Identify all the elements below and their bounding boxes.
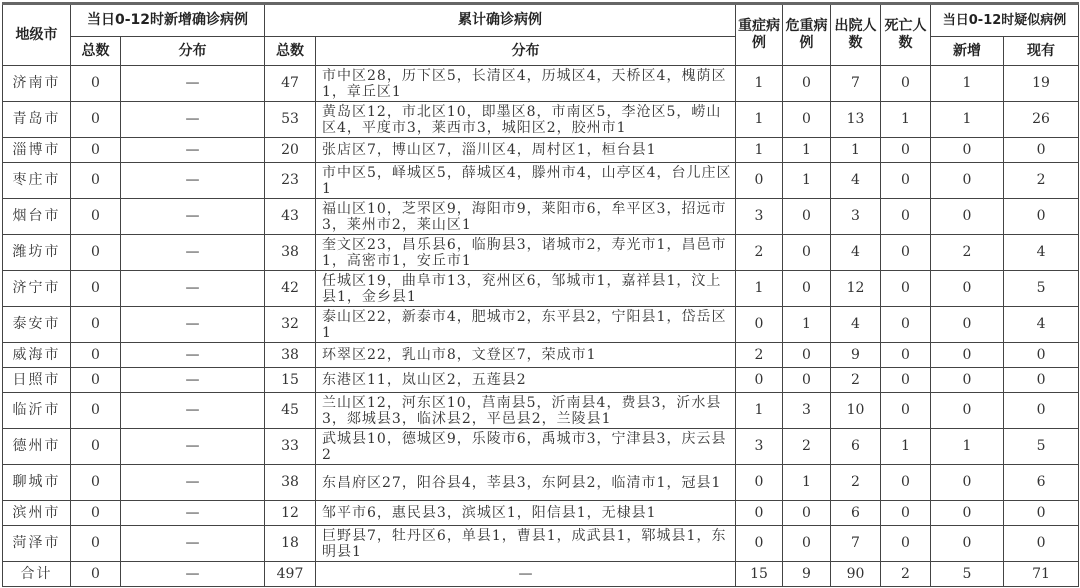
table-row	[3, 465, 1079, 501]
city-cell: 菏泽市	[3, 526, 71, 562]
dist-cell: 东昌府区27，阳谷县4，莘县3，东阿县2，临清市1，冠县1	[316, 465, 736, 501]
new-total-cell: 0	[71, 393, 121, 429]
critical-cell: 0	[783, 235, 831, 271]
critical-cell: 9	[783, 562, 831, 587]
discharged-cell: 10	[831, 393, 881, 429]
discharged-cell: 12	[831, 271, 881, 307]
critical-cell: 0	[783, 343, 831, 368]
new-total-cell: 0	[71, 66, 121, 102]
severe-cell: 0	[736, 465, 783, 501]
header-new-dist: 分布	[121, 37, 265, 66]
critical-cell: 1	[783, 307, 831, 343]
dist-cell: 邹平市6，惠民县3，滨城区1，阳信县1，无棣县1	[316, 501, 736, 526]
severe-cell: 3	[736, 199, 783, 235]
city-cell: 淄博市	[3, 138, 71, 163]
discharged-cell: 7	[831, 66, 881, 102]
new-dist-cell: —	[121, 163, 265, 199]
deaths-cell: 0	[881, 465, 931, 501]
table-row	[3, 102, 1079, 138]
header-city: 地级市	[3, 4, 71, 66]
dist-cell: 张店区7，博山区7，淄川区4，周村区1，桓台县1	[316, 138, 736, 163]
new-dist-cell: —	[121, 199, 265, 235]
city-cell: 合计	[3, 562, 71, 587]
city-cell: 泰安市	[3, 307, 71, 343]
suspect-new-cell: 0	[931, 368, 1004, 393]
new-total-cell: 0	[71, 102, 121, 138]
deaths-cell: 0	[881, 235, 931, 271]
critical-cell: 1	[783, 465, 831, 501]
suspect-current-cell: 4	[1004, 235, 1079, 271]
new-dist-cell: —	[121, 526, 265, 562]
critical-cell: 0	[783, 526, 831, 562]
severe-cell: 0	[736, 163, 783, 199]
critical-cell: 0	[783, 368, 831, 393]
city-cell: 潍坊市	[3, 235, 71, 271]
deaths-cell: 0	[881, 307, 931, 343]
new-dist-cell: —	[121, 102, 265, 138]
new-dist-cell: —	[121, 501, 265, 526]
city-cell: 济宁市	[3, 271, 71, 307]
dist-cell: 市中区28，历下区5，长清区4，历城区4，天桥区4，槐荫区1，章丘区1	[316, 66, 736, 102]
dist-cell: 巨野县7，牡丹区6，单县1，曹县1，成武县1，郓城县1，东明县1	[316, 526, 736, 562]
suspect-new-cell: 1	[931, 66, 1004, 102]
suspect-current-cell: 0	[1004, 368, 1079, 393]
new-total-cell: 0	[71, 199, 121, 235]
dist-cell: 黄岛区12，市北区10，即墨区8，市南区5，李沧区5，崂山区4，平度市3，莱西市3，城阳区2，胶州市1	[316, 102, 736, 138]
suspect-new-cell: 5	[931, 562, 1004, 587]
table-row	[3, 526, 1079, 562]
cum-total-cell: 38	[265, 235, 316, 271]
critical-cell: 0	[783, 501, 831, 526]
suspect-new-cell: 0	[931, 199, 1004, 235]
deaths-cell: 0	[881, 343, 931, 368]
new-dist-cell: —	[121, 307, 265, 343]
dist-cell: 市中区5，峄城区5，薛城区4，滕州市4，山亭区4，台儿庄区1	[316, 163, 736, 199]
discharged-cell: 3	[831, 199, 881, 235]
severe-cell: 1	[736, 393, 783, 429]
critical-cell: 2	[783, 429, 831, 465]
critical-cell: 0	[783, 102, 831, 138]
new-dist-cell: —	[121, 66, 265, 102]
cum-total-cell: 45	[265, 393, 316, 429]
dist-cell: 武城县10，德城区9，乐陵市6，禹城市3，宁津县3，庆云县2	[316, 429, 736, 465]
critical-cell: 1	[783, 138, 831, 163]
new-dist-cell: —	[121, 393, 265, 429]
suspect-new-cell: 0	[931, 343, 1004, 368]
deaths-cell: 0	[881, 393, 931, 429]
cum-total-cell: 497	[265, 562, 316, 587]
table-row	[3, 66, 1079, 102]
cum-total-cell: 53	[265, 102, 316, 138]
suspect-new-cell: 0	[931, 307, 1004, 343]
new-dist-cell: —	[121, 138, 265, 163]
suspect-current-cell: 19	[1004, 66, 1079, 102]
discharged-cell: 6	[831, 429, 881, 465]
header-suspect-group: 当日0-12时疑似病例	[931, 4, 1079, 37]
new-total-cell: 0	[71, 307, 121, 343]
suspect-current-cell: 0	[1004, 138, 1079, 163]
city-cell: 日照市	[3, 368, 71, 393]
table-row	[3, 271, 1079, 307]
table-row	[3, 307, 1079, 343]
new-total-cell: 0	[71, 562, 121, 587]
city-cell: 威海市	[3, 343, 71, 368]
cum-total-cell: 47	[265, 66, 316, 102]
new-dist-cell: —	[121, 235, 265, 271]
table-row	[3, 343, 1079, 368]
city-cell: 青岛市	[3, 102, 71, 138]
deaths-cell: 0	[881, 199, 931, 235]
critical-cell: 3	[783, 393, 831, 429]
severe-cell: 0	[736, 501, 783, 526]
suspect-new-cell: 0	[931, 501, 1004, 526]
cum-total-cell: 33	[265, 429, 316, 465]
table-row	[3, 562, 1079, 587]
table-row	[3, 138, 1079, 163]
cum-total-cell: 23	[265, 163, 316, 199]
dist-cell: 兰山区12，河东区10，莒南县5，沂南县4，费县3，沂水县3，郯城县3，临沭县2，平邑县2，兰陵县1	[316, 393, 736, 429]
suspect-current-cell: 71	[1004, 562, 1079, 587]
suspect-current-cell: 0	[1004, 501, 1079, 526]
suspect-new-cell: 0	[931, 526, 1004, 562]
header-deaths: 死亡人数	[881, 4, 931, 66]
cum-total-cell: 38	[265, 343, 316, 368]
table-row	[3, 163, 1079, 199]
suspect-current-cell: 0	[1004, 393, 1079, 429]
header-cum-group: 累计确诊病例	[265, 4, 736, 37]
deaths-cell: 1	[881, 429, 931, 465]
suspect-new-cell: 0	[931, 163, 1004, 199]
cum-total-cell: 12	[265, 501, 316, 526]
cum-total-cell: 15	[265, 368, 316, 393]
critical-cell: 1	[783, 163, 831, 199]
new-total-cell: 0	[71, 501, 121, 526]
table-row	[3, 501, 1079, 526]
cum-total-cell: 18	[265, 526, 316, 562]
discharged-cell: 4	[831, 307, 881, 343]
suspect-current-cell: 2	[1004, 163, 1079, 199]
header-new-group: 当日0-12时新增确诊病例	[71, 4, 265, 37]
discharged-cell: 6	[831, 501, 881, 526]
new-total-cell: 0	[71, 429, 121, 465]
city-cell: 枣庄市	[3, 163, 71, 199]
discharged-cell: 2	[831, 465, 881, 501]
new-dist-cell: —	[121, 465, 265, 501]
discharged-cell: 2	[831, 368, 881, 393]
discharged-cell: 4	[831, 163, 881, 199]
city-cell: 烟台市	[3, 199, 71, 235]
critical-cell: 0	[783, 271, 831, 307]
discharged-cell: 9	[831, 343, 881, 368]
discharged-cell: 90	[831, 562, 881, 587]
city-cell: 济南市	[3, 66, 71, 102]
table-row	[3, 393, 1079, 429]
header-cum-total: 总数	[265, 37, 316, 66]
suspect-new-cell: 1	[931, 429, 1004, 465]
new-total-cell: 0	[71, 343, 121, 368]
suspect-current-cell: 26	[1004, 102, 1079, 138]
city-cell: 临沂市	[3, 393, 71, 429]
deaths-cell: 1	[881, 102, 931, 138]
suspect-current-cell: 0	[1004, 526, 1079, 562]
deaths-cell: 0	[881, 526, 931, 562]
header-discharged: 出院人数	[831, 4, 881, 66]
dist-cell: 任城区19，曲阜市13，兖州区6，邹城市1，嘉祥县1，汶上县1，金乡县1	[316, 271, 736, 307]
severe-cell: 2	[736, 343, 783, 368]
new-total-cell: 0	[71, 465, 121, 501]
suspect-current-cell: 4	[1004, 307, 1079, 343]
table-row	[3, 199, 1079, 235]
critical-cell: 0	[783, 199, 831, 235]
suspect-new-cell: 0	[931, 271, 1004, 307]
suspect-current-cell: 0	[1004, 199, 1079, 235]
discharged-cell: 4	[831, 235, 881, 271]
discharged-cell: 1	[831, 138, 881, 163]
new-total-cell: 0	[71, 271, 121, 307]
header-suspect-current: 现有	[1004, 37, 1079, 66]
header-cum-dist: 分布	[316, 37, 736, 66]
new-total-cell: 0	[71, 368, 121, 393]
cum-total-cell: 43	[265, 199, 316, 235]
severe-cell: 1	[736, 138, 783, 163]
header-suspect-new: 新增	[931, 37, 1004, 66]
severe-cell: 0	[736, 368, 783, 393]
table-row	[3, 429, 1079, 465]
severe-cell: 0	[736, 526, 783, 562]
severe-cell: 15	[736, 562, 783, 587]
discharged-cell: 13	[831, 102, 881, 138]
city-cell: 聊城市	[3, 465, 71, 501]
new-dist-cell: —	[121, 562, 265, 587]
cum-total-cell: 20	[265, 138, 316, 163]
new-total-cell: 0	[71, 163, 121, 199]
deaths-cell: 0	[881, 501, 931, 526]
new-total-cell: 0	[71, 526, 121, 562]
deaths-cell: 2	[881, 562, 931, 587]
dist-cell: 环翠区22，乳山市8，文登区7，荣成市1	[316, 343, 736, 368]
new-total-cell: 0	[71, 235, 121, 271]
city-cell: 德州市	[3, 429, 71, 465]
cum-total-cell: 38	[265, 465, 316, 501]
deaths-cell: 0	[881, 66, 931, 102]
severe-cell: 1	[736, 102, 783, 138]
dist-cell: 福山区10，芝罘区9，海阳市9，莱阳市6，牟平区3，招远市3，莱州市2，莱山区1	[316, 199, 736, 235]
table-row	[3, 235, 1079, 271]
cum-total-cell: 32	[265, 307, 316, 343]
dist-cell: 奎文区23，昌乐县6，临朐县3，诸城市2，寿光市1，昌邑市1，高密市1，安丘市1	[316, 235, 736, 271]
severe-cell: 3	[736, 429, 783, 465]
header-critical: 危重病例	[783, 4, 831, 66]
city-cell: 滨州市	[3, 501, 71, 526]
suspect-new-cell: 0	[931, 138, 1004, 163]
critical-cell: 0	[783, 66, 831, 102]
suspect-current-cell: 5	[1004, 429, 1079, 465]
dist-cell: 东港区11，岚山区2，五莲县2	[316, 368, 736, 393]
suspect-new-cell: 0	[931, 393, 1004, 429]
table-row	[3, 368, 1079, 393]
new-dist-cell: —	[121, 271, 265, 307]
deaths-cell: 0	[881, 271, 931, 307]
dist-cell: —	[316, 562, 736, 587]
new-total-cell: 0	[71, 138, 121, 163]
severe-cell: 0	[736, 307, 783, 343]
suspect-current-cell: 0	[1004, 343, 1079, 368]
deaths-cell: 0	[881, 163, 931, 199]
severe-cell: 1	[736, 66, 783, 102]
new-dist-cell: —	[121, 343, 265, 368]
suspect-current-cell: 6	[1004, 465, 1079, 501]
suspect-new-cell: 1	[931, 102, 1004, 138]
covid-case-table	[2, 2, 1079, 587]
cum-total-cell: 42	[265, 271, 316, 307]
dist-cell: 泰山区22，新泰市4，肥城市2，东平县2，宁阳县1，岱岳区1	[316, 307, 736, 343]
suspect-new-cell: 2	[931, 235, 1004, 271]
new-dist-cell: —	[121, 429, 265, 465]
deaths-cell: 0	[881, 138, 931, 163]
new-dist-cell: —	[121, 368, 265, 393]
deaths-cell: 0	[881, 368, 931, 393]
severe-cell: 1	[736, 271, 783, 307]
suspect-new-cell: 0	[931, 465, 1004, 501]
severe-cell: 2	[736, 235, 783, 271]
header-severe: 重症病例	[736, 4, 783, 66]
discharged-cell: 7	[831, 526, 881, 562]
suspect-current-cell: 5	[1004, 271, 1079, 307]
header-new-total: 总数	[71, 37, 121, 66]
